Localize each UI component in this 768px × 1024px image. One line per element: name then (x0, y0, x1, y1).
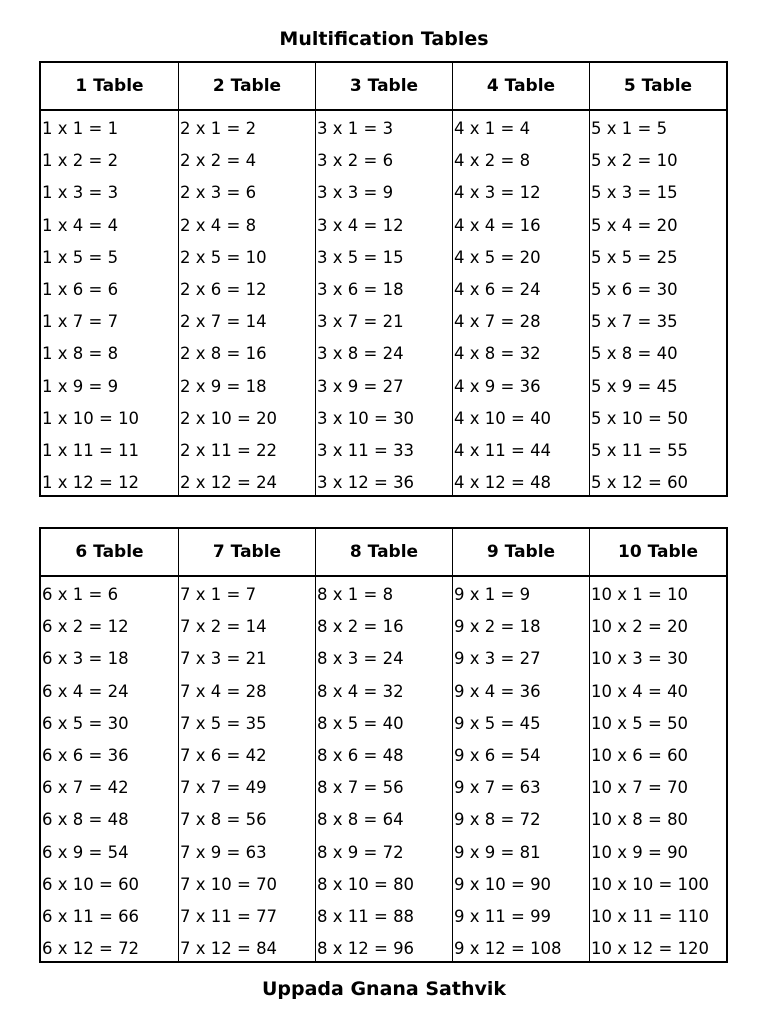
table-row: 3 x 11 = 33 (317, 440, 415, 460)
tables-block-6-to-10 (39, 527, 728, 963)
table-row: 2 x 3 = 6 (180, 183, 257, 203)
table-row: 4 x 5 = 20 (454, 247, 541, 267)
table-row: 5 x 1 = 5 (591, 119, 668, 138)
table-row: 6 x 6 = 36 (42, 745, 129, 765)
table-row: 1 x 5 = 5 (42, 247, 119, 267)
table-row: 2 x 6 = 12 (180, 279, 267, 299)
table-row: 5 x 4 = 20 (591, 215, 678, 235)
table-row: 3 x 8 = 24 (317, 344, 404, 364)
table-header: 9 Table (453, 529, 589, 577)
table-row: 5 x 3 = 15 (591, 183, 678, 203)
table-row: 2 x 4 = 8 (180, 215, 257, 235)
author-name: Uppada Gnana Sathvik (261, 978, 507, 1000)
table-row: 1 x 1 = 1 (42, 119, 119, 138)
table-rows (453, 577, 589, 961)
table-row: 3 x 1 = 3 (317, 119, 394, 138)
table-row: 7 x 7 = 49 (180, 778, 267, 798)
table-rows (590, 577, 726, 961)
table-row: 2 x 5 = 10 (180, 247, 267, 267)
table-row: 6 x 3 = 18 (42, 649, 129, 669)
table-row: 3 x 4 = 12 (317, 215, 404, 235)
table-row: 2 x 1 = 2 (180, 119, 257, 138)
table-row: 9 x 8 = 72 (454, 810, 541, 830)
table-row: 4 x 4 = 16 (454, 215, 541, 235)
table-rows (590, 111, 726, 495)
table-row: 6 x 11 = 66 (42, 906, 140, 926)
table-row: 8 x 5 = 40 (317, 713, 404, 733)
table-row: 6 x 7 = 42 (42, 778, 129, 798)
table-row: 9 x 6 = 54 (454, 745, 541, 765)
table-row: 1 x 11 = 11 (42, 440, 140, 460)
table-row: 7 x 4 = 28 (180, 681, 267, 701)
table-row: 10 x 8 = 80 (591, 810, 689, 830)
table-column (452, 529, 589, 961)
table-row: 2 x 10 = 20 (180, 408, 278, 428)
table-row: 6 x 10 = 60 (42, 874, 140, 894)
table-row: 4 x 7 = 28 (454, 312, 541, 332)
table-column (315, 529, 452, 961)
table-row: 8 x 2 = 16 (317, 617, 404, 637)
table-row: 7 x 12 = 84 (180, 939, 278, 959)
table-row: 8 x 12 = 96 (317, 939, 415, 959)
table-row: 7 x 1 = 7 (180, 585, 257, 604)
table-row: 7 x 11 = 77 (180, 906, 278, 926)
table-row: 10 x 12 = 120 (591, 939, 710, 959)
table-row: 9 x 5 = 45 (454, 713, 541, 733)
table-row: 4 x 11 = 44 (454, 440, 552, 460)
table-row: 9 x 11 = 99 (454, 906, 552, 926)
table-row: 9 x 3 = 27 (454, 649, 541, 669)
table-header: 6 Table (41, 529, 178, 577)
table-row: 5 x 5 = 25 (591, 247, 678, 267)
table-row: 9 x 7 = 63 (454, 778, 541, 798)
table-row: 3 x 12 = 36 (317, 473, 415, 493)
table-column (178, 63, 315, 495)
table-row: 1 x 3 = 3 (42, 183, 119, 203)
table-row: 5 x 10 = 50 (591, 408, 689, 428)
table-row: 10 x 1 = 10 (591, 585, 689, 604)
table-row: 5 x 9 = 45 (591, 376, 678, 396)
table-rows (179, 111, 315, 495)
table-row: 7 x 2 = 14 (180, 617, 267, 637)
table-row: 6 x 9 = 54 (42, 842, 129, 862)
table-row: 1 x 12 = 12 (42, 473, 140, 493)
page-title: Multification Tables (279, 28, 489, 50)
table-rows (41, 577, 178, 961)
table-row: 6 x 2 = 12 (42, 617, 129, 637)
table-row: 2 x 7 = 14 (180, 312, 267, 332)
table-column (589, 63, 726, 495)
table-row: 10 x 10 = 100 (591, 874, 710, 894)
table-row: 5 x 11 = 55 (591, 440, 689, 460)
table-row: 1 x 9 = 9 (42, 376, 119, 396)
table-rows (179, 577, 315, 961)
table-rows (453, 111, 589, 495)
table-row: 2 x 2 = 4 (180, 151, 257, 171)
table-row: 6 x 1 = 6 (42, 585, 119, 604)
table-row: 2 x 11 = 22 (180, 440, 278, 460)
table-header: 3 Table (316, 63, 452, 111)
table-row: 10 x 2 = 20 (591, 617, 689, 637)
table-row: 5 x 12 = 60 (591, 473, 689, 493)
table-row: 3 x 3 = 9 (317, 183, 394, 203)
table-row: 4 x 3 = 12 (454, 183, 541, 203)
table-row: 10 x 4 = 40 (591, 681, 689, 701)
table-row: 9 x 4 = 36 (454, 681, 541, 701)
table-header: 2 Table (179, 63, 315, 111)
table-row: 2 x 9 = 18 (180, 376, 267, 396)
table-row: 8 x 1 = 8 (317, 585, 394, 604)
table-row: 8 x 9 = 72 (317, 842, 404, 862)
table-row: 10 x 5 = 50 (591, 713, 689, 733)
table-row: 7 x 8 = 56 (180, 810, 267, 830)
table-header: 5 Table (590, 63, 726, 111)
table-row: 5 x 7 = 35 (591, 312, 678, 332)
table-row: 8 x 11 = 88 (317, 906, 415, 926)
table-row: 6 x 8 = 48 (42, 810, 129, 830)
table-row: 7 x 9 = 63 (180, 842, 267, 862)
table-row: 2 x 12 = 24 (180, 473, 278, 493)
table-rows (41, 111, 178, 495)
table-row: 8 x 10 = 80 (317, 874, 415, 894)
table-row: 6 x 4 = 24 (42, 681, 129, 701)
table-row: 4 x 6 = 24 (454, 279, 541, 299)
table-row: 4 x 1 = 4 (454, 119, 531, 138)
table-row: 4 x 8 = 32 (454, 344, 541, 364)
table-row: 9 x 10 = 90 (454, 874, 552, 894)
table-row: 10 x 9 = 90 (591, 842, 689, 862)
table-row: 1 x 7 = 7 (42, 312, 119, 332)
table-row: 4 x 12 = 48 (454, 473, 552, 493)
table-row: 3 x 9 = 27 (317, 376, 404, 396)
table-row: 10 x 7 = 70 (591, 778, 689, 798)
table-row: 6 x 12 = 72 (42, 939, 140, 959)
table-row: 1 x 2 = 2 (42, 151, 119, 171)
table-row: 8 x 7 = 56 (317, 778, 404, 798)
table-row: 5 x 8 = 40 (591, 344, 678, 364)
table-rows (316, 111, 452, 495)
table-row: 1 x 8 = 8 (42, 344, 119, 364)
table-column (41, 529, 178, 961)
table-rows (316, 577, 452, 961)
table-row: 8 x 6 = 48 (317, 745, 404, 765)
table-header: 4 Table (453, 63, 589, 111)
table-column (178, 529, 315, 961)
table-row: 10 x 6 = 60 (591, 745, 689, 765)
table-row: 8 x 4 = 32 (317, 681, 404, 701)
table-header: 8 Table (316, 529, 452, 577)
table-row: 4 x 9 = 36 (454, 376, 541, 396)
table-row: 8 x 8 = 64 (317, 810, 404, 830)
table-row: 9 x 2 = 18 (454, 617, 541, 637)
table-header: 10 Table (590, 529, 726, 577)
table-row: 10 x 3 = 30 (591, 649, 689, 669)
table-row: 9 x 12 = 108 (454, 939, 562, 959)
table-row: 2 x 8 = 16 (180, 344, 267, 364)
table-row: 7 x 6 = 42 (180, 745, 267, 765)
table-row: 7 x 5 = 35 (180, 713, 267, 733)
table-column (315, 63, 452, 495)
table-column (452, 63, 589, 495)
table-row: 5 x 6 = 30 (591, 279, 678, 299)
table-row: 10 x 11 = 110 (591, 906, 710, 926)
table-row: 3 x 6 = 18 (317, 279, 404, 299)
table-row: 3 x 7 = 21 (317, 312, 404, 332)
tables-block-1-to-5 (39, 61, 728, 497)
table-row: 1 x 6 = 6 (42, 279, 119, 299)
table-row: 3 x 10 = 30 (317, 408, 415, 428)
table-header: 7 Table (179, 529, 315, 577)
table-row: 4 x 10 = 40 (454, 408, 552, 428)
table-header: 1 Table (41, 63, 178, 111)
table-row: 8 x 3 = 24 (317, 649, 404, 669)
table-column (41, 63, 178, 495)
table-row: 3 x 5 = 15 (317, 247, 404, 267)
table-row: 1 x 4 = 4 (42, 215, 119, 235)
table-row: 7 x 3 = 21 (180, 649, 267, 669)
table-row: 9 x 1 = 9 (454, 585, 531, 604)
table-row: 6 x 5 = 30 (42, 713, 129, 733)
table-row: 7 x 10 = 70 (180, 874, 278, 894)
table-column (589, 529, 726, 961)
table-row: 4 x 2 = 8 (454, 151, 531, 171)
table-row: 1 x 10 = 10 (42, 408, 140, 428)
table-row: 5 x 2 = 10 (591, 151, 678, 171)
table-row: 9 x 9 = 81 (454, 842, 541, 862)
table-row: 3 x 2 = 6 (317, 151, 394, 171)
